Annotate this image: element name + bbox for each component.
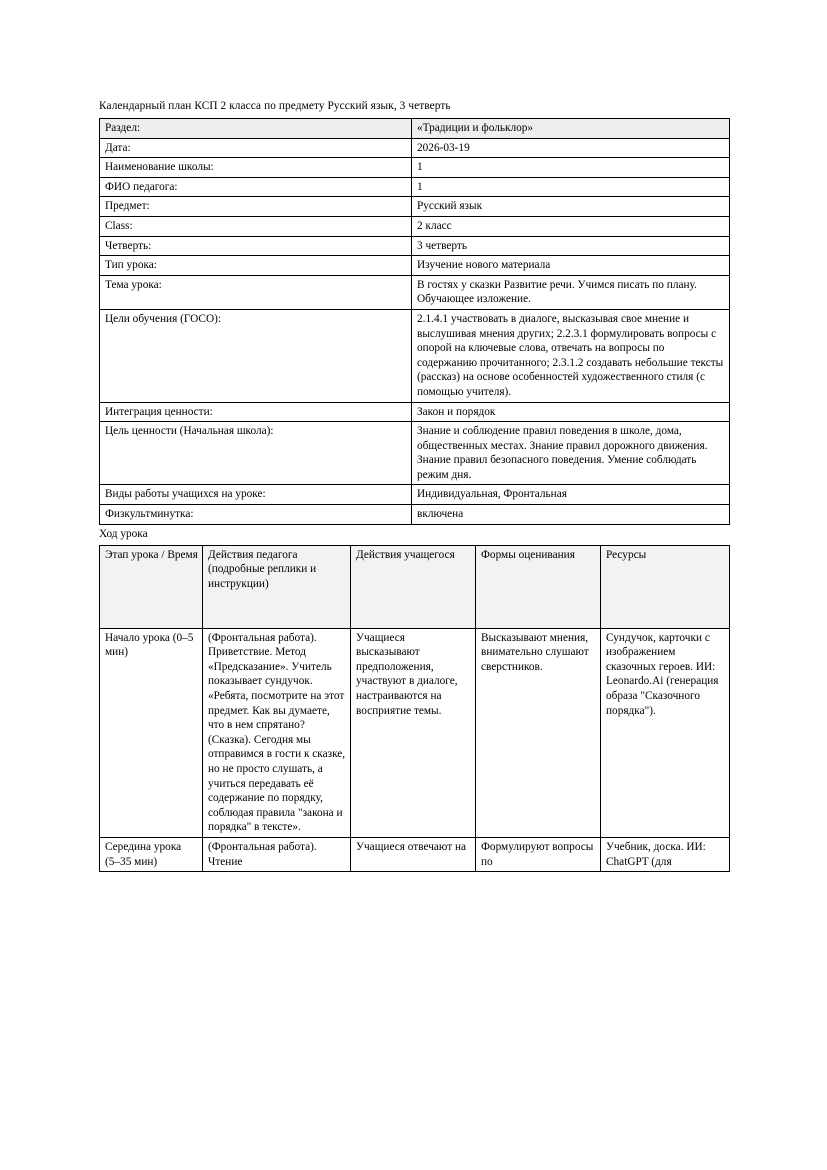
table-row	[100, 837, 730, 871]
column-header-resources: Ресурсы	[601, 545, 730, 628]
table-row	[100, 236, 730, 256]
lesson-flow-table-body	[100, 628, 730, 872]
lesson-flow-table-head	[100, 545, 730, 628]
lesson-flow-heading: Ход урока	[99, 527, 148, 540]
page-title: Календарный план КСП 2 класса по предмету Русский язык, 3 четверть	[99, 100, 451, 112]
info-value: 3 четверть	[412, 236, 730, 256]
column-header-stage: Этап урока / Время	[100, 545, 203, 628]
table-row	[100, 216, 730, 236]
lesson-info-table	[99, 118, 730, 525]
table-row	[100, 505, 730, 525]
cell-student-actions: Учащиеся отвечают на	[351, 837, 476, 871]
info-value: 2.1.4.1 участвовать в диалоге, высказывая свое мнение и выслушивая мнения других; 2.2.3.1 формулировать вопросы с опорой на ключевые слова, отвечать на вопросы по содержанию прочитанного; 2.3.1.2 создавать небольшие тексты (рассказ) на основе особенностей художественного стиля (с помощью учителя).	[412, 309, 730, 402]
table-row	[100, 138, 730, 158]
info-label: Цель ценности (Начальная школа):	[100, 422, 412, 485]
info-label: Наименование школы:	[100, 158, 412, 178]
info-value: Закон и порядок	[412, 402, 730, 422]
cell-stage: Начало урока (0–5 мин)	[100, 628, 203, 837]
info-value: включена	[412, 505, 730, 525]
info-value: «Традиции и фольклор»	[412, 119, 730, 139]
column-header-assessment-forms: Формы оценивания	[476, 545, 601, 628]
cell-teacher-actions: (Фронтальная работа). Приветствие. Метод «Предсказание». Учитель показывает сундучок. «Ребята, посмотрите на этот предмет. Как вы думаете, что в нем спрятано? (Сказка). Сегодня мы отправимся в гости к сказке, но не просто слушать, а учиться передавать её содержание по порядку, соблюдая правила "закона и порядка" в тексте».	[203, 628, 351, 837]
info-label: Интеграция ценности:	[100, 402, 412, 422]
table-header-row	[100, 545, 730, 628]
info-label: Раздел:	[100, 119, 412, 139]
info-value: 2026-03-19	[412, 138, 730, 158]
info-value: 2 класс	[412, 216, 730, 236]
column-header-teacher-actions: Действия педагога (подробные реплики и инструкции)	[203, 545, 351, 628]
info-label: Class:	[100, 216, 412, 236]
table-row	[100, 628, 730, 837]
cell-stage: Середина урока (5–35 мин)	[100, 837, 203, 871]
info-value: Знание и соблюдение правил поведения в школе, дома, общественных местах. Знание правил дорожного движения. Знание правил безопасного поведения. Умение соблюдать режим дня.	[412, 422, 730, 485]
lesson-info-table-body	[100, 119, 730, 525]
cell-assessment-forms: Высказывают мнения, внимательно слушают сверстников.	[476, 628, 601, 837]
cell-resources: Сундучок, карточки с изображением сказочных героев. ИИ: Leonardo.Ai (генерация образа "Сказочного порядка").	[601, 628, 730, 837]
info-value: В гостях у сказки Развитие речи. Учимся писать по плану. Обучающее изложение.	[412, 275, 730, 309]
lesson-flow-table	[99, 545, 730, 873]
table-row	[100, 158, 730, 178]
info-value: Индивидуальная, Фронтальная	[412, 485, 730, 505]
table-row	[100, 402, 730, 422]
table-row	[100, 422, 730, 485]
info-label: Дата:	[100, 138, 412, 158]
table-row	[100, 485, 730, 505]
column-header-student-actions: Действия учащегося	[351, 545, 476, 628]
info-label: Физкультминутка:	[100, 505, 412, 525]
info-label: Виды работы учащихся на уроке:	[100, 485, 412, 505]
table-row	[100, 177, 730, 197]
table-row	[100, 275, 730, 309]
table-row	[100, 119, 730, 139]
info-label: Четверть:	[100, 236, 412, 256]
info-label: Тема урока:	[100, 275, 412, 309]
cell-assessment-forms: Формулируют вопросы по	[476, 837, 601, 871]
table-row	[100, 197, 730, 217]
info-value: 1	[412, 158, 730, 178]
info-value: Изучение нового материала	[412, 256, 730, 276]
table-row	[100, 309, 730, 402]
cell-student-actions: Учащиеся высказывают предположения, участвуют в диалоге, настраиваются на восприятие темы.	[351, 628, 476, 837]
info-label: Цели обучения (ГОСО):	[100, 309, 412, 402]
cell-teacher-actions: (Фронтальная работа). Чтение	[203, 837, 351, 871]
document-content	[99, 99, 729, 872]
info-label: Тип урока:	[100, 256, 412, 276]
info-label: ФИО педагога:	[100, 177, 412, 197]
info-value: Русский язык	[412, 197, 730, 217]
info-value: 1	[412, 177, 730, 197]
table-row	[100, 256, 730, 276]
cell-resources: Учебник, доска. ИИ: ChatGPT (для	[601, 837, 730, 871]
info-label: Предмет:	[100, 197, 412, 217]
